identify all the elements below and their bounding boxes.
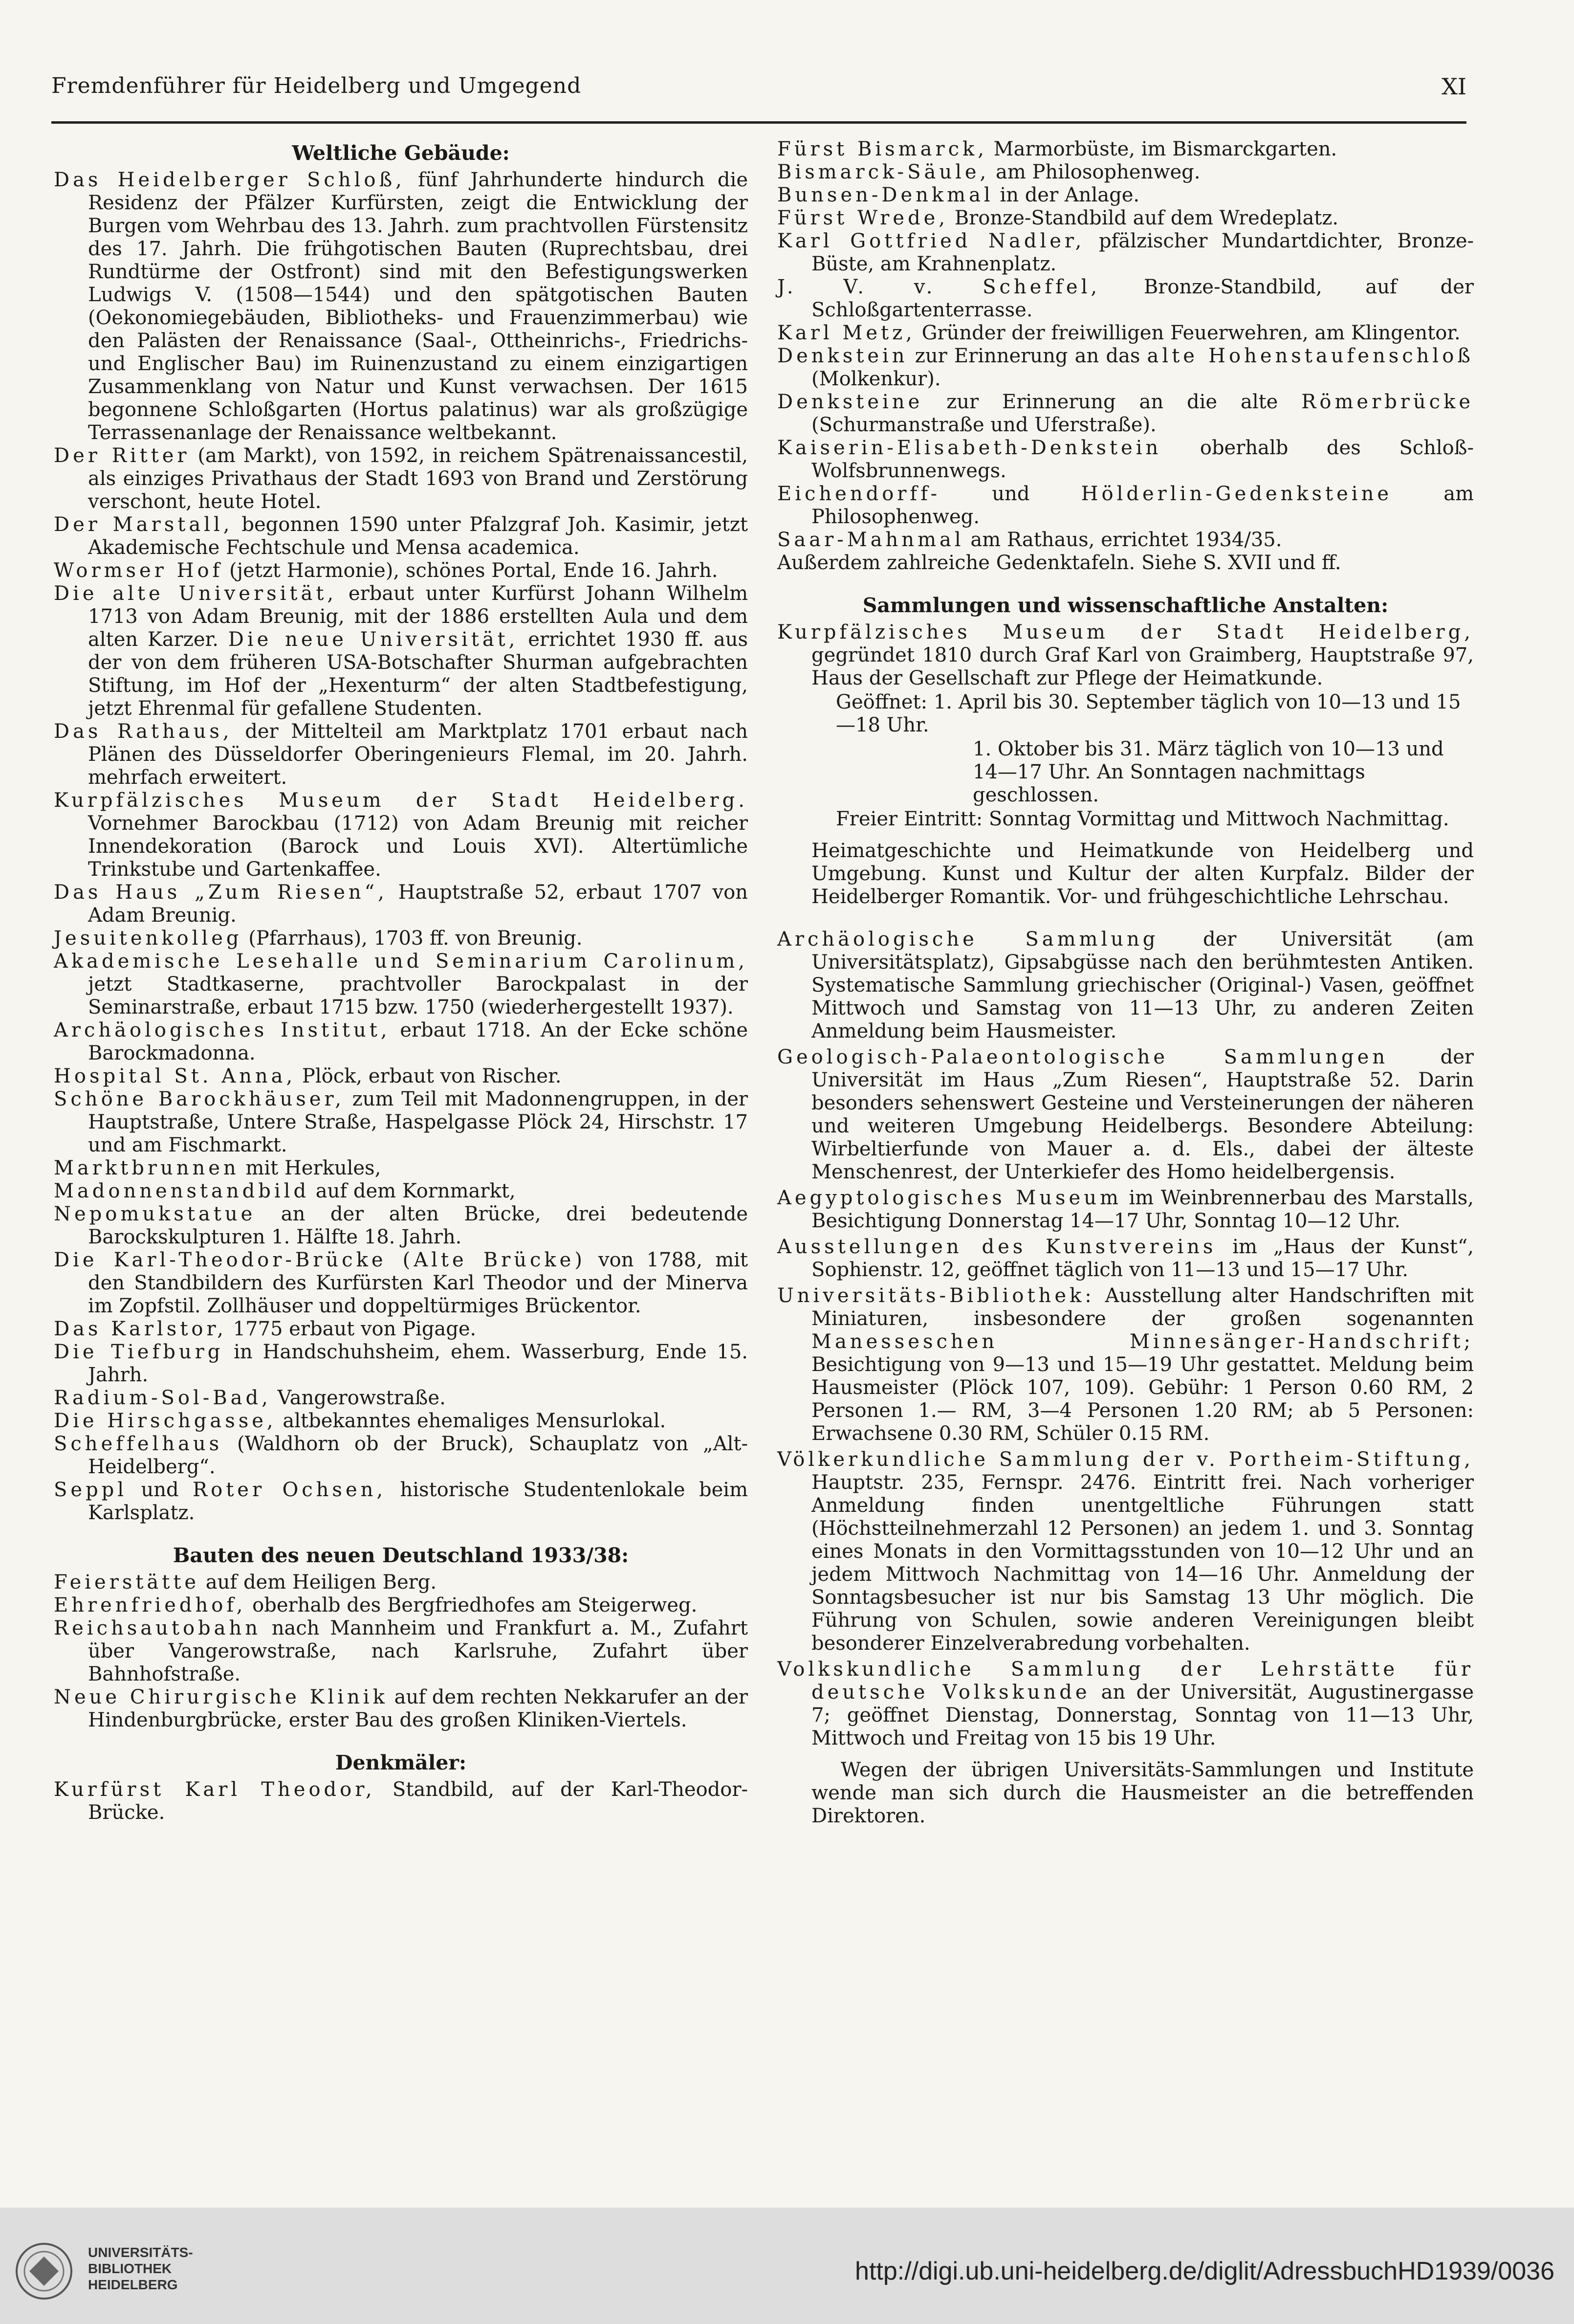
source-url-link[interactable]: http://digi.ub.uni-heidelberg.de/diglit/AdressbuchHD1939/0036 — [855, 2257, 1554, 2285]
entry: Geologisch-Palaeontologische Sammlungen der Universität im Haus „Zum Riesen“, Hauptstraße 52. Darin besonders sehenswert Gesteine und Versteinerungen der näheren und weiteren Umgebung Heidelbergs. Besondere Abteilung: Wirbeltierfunde von Mauer a. d. Els., dabei der älteste Menschenrest, der Unterkiefer des Homo heidelbergensis. — [777, 1046, 1474, 1183]
entry: Volkskundliche Sammlung der Lehrstätte für deutsche Volkskunde an der Universität, Augustinergasse 7; geöffnet Dienstag, Donnerstag, Sonntag von 11—13 Uhr, Mittwoch und Freitag von 15 bis 19 Uhr. — [777, 1658, 1474, 1749]
entry: Schöne Barockhäuser, zum Teil mit Madonnengruppen, in der Hauptstraße, Untere Straße, Haspelgasse Plöck 24, Hirschstr. 17 und am Fischmarkt. — [54, 1088, 748, 1156]
entry: Madonnenstandbild auf dem Kornmarkt, — [54, 1180, 516, 1202]
entry: Universitäts-Bibliothek: Ausstellung alter Handschriften mit Miniaturen, insbesondere der großen sogenannten Manesseschen Minnesänger-Handschrift; Besichtigung von 9—13 und 15—19 Uhr gestattet. Meldung beim Hausmeister (Plöck 107, 109). Gebühr: 1 Person 0.60 RM, 2 Personen 1.— RM, 3—4 Personen 1.20 RM; ab 5 Personen: Erwachsene 0.30 RM, Schüler 0.15 RM. — [777, 1284, 1474, 1445]
entry: Saar-Mahnmal am Rathaus, errichtet 1934/35. — [777, 529, 1282, 551]
entry: Karl Gottfried Nadler, pfälzischer Mundartdichter, Bronze-Büste, am Krahnenplatz. — [777, 230, 1474, 275]
entry: Bismarck-Säule, am Philosophenweg. — [777, 161, 1201, 183]
entry: Wormser Hof (jetzt Harmonie), schönes Portal, Ende 16. Jahrh. — [54, 559, 718, 582]
right-column — [777, 138, 1474, 1847]
entry: Die Tiefburg in Handschuhsheim, ehem. Wasserburg, Ende 15. Jahrh. — [54, 1341, 748, 1386]
entry: Ausstellungen des Kunstvereins im „Haus der Kunst“, Sophienstr. 12, geöffnet täglich von 11—13 und 15—17 Uhr. — [777, 1236, 1474, 1281]
entry: Nepomukstatue an der alten Brücke, drei bedeutende Barockskulpturen 1. Hälfte 18. Jahrh. — [54, 1203, 748, 1248]
entry: Denkstein zur Erinnerung an das alte Hohenstaufenschloß (Molkenkur). — [777, 345, 1474, 390]
entry: Kaiserin-Elisabeth-Denkstein oberhalb des Schloß-Wolfsbrunnenwegs. — [777, 437, 1474, 482]
entry: Das Rathaus, der Mittelteil am Marktplatz 1701 erbaut nach Plänen des Düsseldorfer Oberingenieurs Flemal, im 20. Jahrh. mehrfach erweitert. — [54, 720, 748, 789]
section-heading-sammlungen: Sammlungen und wissenschaftliche Anstalten: — [862, 594, 1389, 617]
entry: Denksteine zur Erinnerung an die alte Römerbrücke (Schurmanstraße und Uferstraße). — [777, 391, 1474, 436]
entry: Karl Metz, Gründer der freiwilligen Feuerwehren, am Klingentor. — [777, 322, 1461, 344]
entry: Marktbrunnen mit Herkules, — [54, 1157, 381, 1179]
section-heading-denkmaeler: Denkmäler: — [335, 1751, 467, 1774]
entry: Jesuitenkolleg (Pfarrhaus), 1703 ff. von Breunig. — [54, 927, 583, 950]
header-rule — [51, 121, 1466, 124]
entry: Bunsen-Denkmal in der Anlage. — [777, 184, 1140, 206]
entry: Neue Chirurgische Klinik auf dem rechten Nekkarufer an der Hindenburgbrücke, erster Bau des großen Kliniken-Viertels. — [54, 1686, 748, 1731]
entry: Archäologische Sammlung der Universität (am Universitätsplatz), Gipsabgüsse nach den berühmtesten Antiken. Systematische Sammlung griechischer (Original-) Vasen, geöffnet Mittwoch und Samstag von 11—13 Uhr, zu anderen Zeiten Anmeldung beim Hausmeister. — [777, 928, 1474, 1042]
entry: Das Heidelberger Schloß, fünf Jahrhunderte hindurch die Residenz der Pfälzer Kurfürsten, zeigt die Entwicklung der Burgen vom Wehrbau des 13. Jahrh. zum prachtvollen Fürstensitz des 17. Jahrh. Die frühgotischen Bauten (Ruprechtsbau, drei Rundtürme der Ostfront) sind mit den Befestigungswerken Ludwigs V. (1508—1544) und den spätgotischen Bauten (Oekonomiegebäuden, Bibliotheks- und Frauenzimmerbau) wie den Palästen der Renaissance (Saal-, Ottheinrichs-, Friedrichs- und Englischer Bau) im Ruinenzustand zu einem einzigartigen Zusammenklang von Natur und Kunst verwachsen. Der 1615 begonnene Schloßgarten (Hortus palatinus) war als großzügige Terrassenanlage der Renaissance weltbekannt. — [54, 169, 748, 444]
entry: Kurpfälzisches Museum der Stadt Heidelberg, gegründet 1810 durch Graf Karl von Graimberg, Hauptstraße 97, Haus der Gesellschaft zur Pflege der Heimatkunde. — [777, 621, 1474, 689]
entry: Kurpfälzisches Museum der Stadt Heidelberg. Vornehmer Barockbau (1712) von Adam Breunig mit reicher Innendekoration (Barock und Louis XVI). Altertümliche Trinkstube und Gartenkaffee. — [54, 789, 748, 881]
entry: Ehrenfriedhof, oberhalb des Bergfriedhofes am Steigerweg. — [54, 1594, 698, 1616]
entry: Archäologisches Institut, erbaut 1718. An der Ecke schöne Barockmadonna. — [54, 1019, 748, 1064]
paragraph: Wegen der übrigen Universitäts-Sammlungen und Institute wende man sich durch die Hausmeister an die betreffenden Direktoren. — [811, 1759, 1474, 1827]
opening-hours: Geöffnet: 1. April bis 30. September täglich von 10—13 und 15—18 Uhr. — [836, 691, 1461, 736]
library-logo-icon — [15, 2242, 73, 2301]
paragraph: Heimatgeschichte und Heimatkunde von Heidelberg und Umgebung. Kunst und Kultur der alten Kurpfalz. Bilder der Heidelberger Romantik. Vor- und frühgeschichtliche Lehrschau. — [811, 840, 1474, 908]
opening-hours: 1. Oktober bis 31. März täglich von 10—13 und 14—17 Uhr. An Sonntagen nachmittags geschlossen. — [973, 738, 1444, 806]
entry: Fürst Wrede, Bronze-Standbild auf dem Wredeplatz. — [777, 207, 1339, 229]
entry: Völkerkundliche Sammlung der v. Portheim-Stiftung, Hauptstr. 235, Fernspr. 2476. Eintritt frei. Nach vorheriger Anmeldung finden unentgeltliche Führungen statt (Höchstteilnehmerzahl 12 Personen) an jedem 1. und 3. Sonntag eines Monats in den Vormittagsstunden von 10—12 Uhr und an jedem Mittwoch Nachmittag von 14—16 Uhr. Anmeldung der Sonntagsbesucher ist nur bis Samstag 13 Uhr möglich. Die Führung von Schulen, sowie anderen Vereinigungen bleibt besonderer Einzelverabredung vorbehalten. — [777, 1448, 1474, 1655]
entry: J. V. v. Scheffel, Bronze-Standbild, auf der Schloßgartenterrasse. — [777, 276, 1474, 321]
entry: Fürst Bismarck, Marmorbüste, im Bismarckgarten. — [777, 138, 1337, 160]
entry: Reichsautobahn nach Mannheim und Frankfurt a. M., Zufahrt über Vangerowstraße, nach Karlsruhe, Zufahrt über Bahnhofstraße. — [54, 1617, 748, 1685]
opening-hours: Freier Eintritt: Sonntag Vormittag und Mittwoch Nachmittag. — [836, 808, 1449, 830]
entry: Außerdem zahlreiche Gedenktafeln. Siehe S. XVII und ff. — [777, 552, 1341, 574]
library-footer — [0, 2208, 1574, 2324]
entry: Kurfürst Karl Theodor, Standbild, auf der Karl-Theodor-Brücke. — [54, 1778, 748, 1824]
entry: Der Ritter (am Markt), von 1592, in reichem Spätrenaissancestil, als einziges Privathaus der Stadt 1693 von Brand und Zerstörung verschont, heute Hotel. — [54, 444, 748, 513]
entry: Radium-Sol-Bad, Vangerowstraße. — [54, 1387, 446, 1409]
entry: Die Hirschgasse, altbekanntes ehemaliges Mensurlokal. — [54, 1410, 666, 1432]
entry: Der Marstall, begonnen 1590 unter Pfalzgraf Joh. Kasimir, jetzt Akademische Fechtschule und Mensa academica. — [54, 513, 748, 559]
entry: Das Karlstor, 1775 erbaut von Pigage. — [54, 1318, 477, 1340]
page-number: XI — [1442, 73, 1466, 100]
library-name: UNIVERSITÄTS- BIBLIOTHEK HEIDELBERG — [88, 2245, 193, 2292]
entry: Das Haus „Zum Riesen“, Hauptstraße 52, erbaut 1707 von Adam Breunig. — [54, 881, 748, 927]
running-title: Fremdenführer für Heidelberg und Umgegend — [51, 73, 582, 98]
entry: Hospital St. Anna, Plöck, erbaut von Rischer. — [54, 1065, 562, 1087]
entry: Aegyptologisches Museum im Weinbrennerbau des Marstalls, Besichtigung Donnerstag 14—17 Uhr, Sonntag 10—12 Uhr. — [777, 1187, 1474, 1232]
section-heading-neues-deutschland: Bauten des neuen Deutschland 1933/38: — [173, 1544, 629, 1567]
left-column — [54, 138, 748, 1824]
entry: Seppl und Roter Ochsen, historische Studentenlokale beim Karlsplatz. — [54, 1479, 748, 1524]
entry: Die alte Universität, erbaut unter Kurfürst Johann Wilhelm 1713 von Adam Breunig, mit der 1886 erstellten Aula und dem alten Karzer. Die neue Universität, errichtet 1930 ff. aus der von dem früheren USA-Botschafter Shurman aufgebrachten Stiftung, im Hof der „Hexenturm“ der alten Stadtbefestigung, jetzt Ehrenmal für gefallene Studenten. — [54, 582, 748, 720]
entry: Akademische Lesehalle und Seminarium Carolinum, jetzt Stadtkaserne, prachtvoller Barockpalast in der Seminarstraße, erbaut 1715 bzw. 1750 (wiederhergestellt 1937). — [54, 950, 748, 1018]
section-heading-weltliche: Weltliche Gebäude: — [292, 141, 510, 165]
entry: Eichendorff- und Hölderlin-Gedenksteine am Philosophenweg. — [777, 483, 1474, 528]
page-header — [51, 73, 1466, 117]
entry: Scheffelhaus (Waldhorn ob der Bruck), Schauplatz von „Alt-Heidelberg“. — [54, 1433, 748, 1478]
entry: Die Karl-Theodor-Brücke (Alte Brücke) von 1788, mit den Standbildern des Kurfürsten Karl Theodor und der Minerva im Zopfstil. Zollhäuser und doppeltürmiges Brückentor. — [54, 1249, 748, 1317]
entry: Feierstätte auf dem Heiligen Berg. — [54, 1571, 437, 1594]
